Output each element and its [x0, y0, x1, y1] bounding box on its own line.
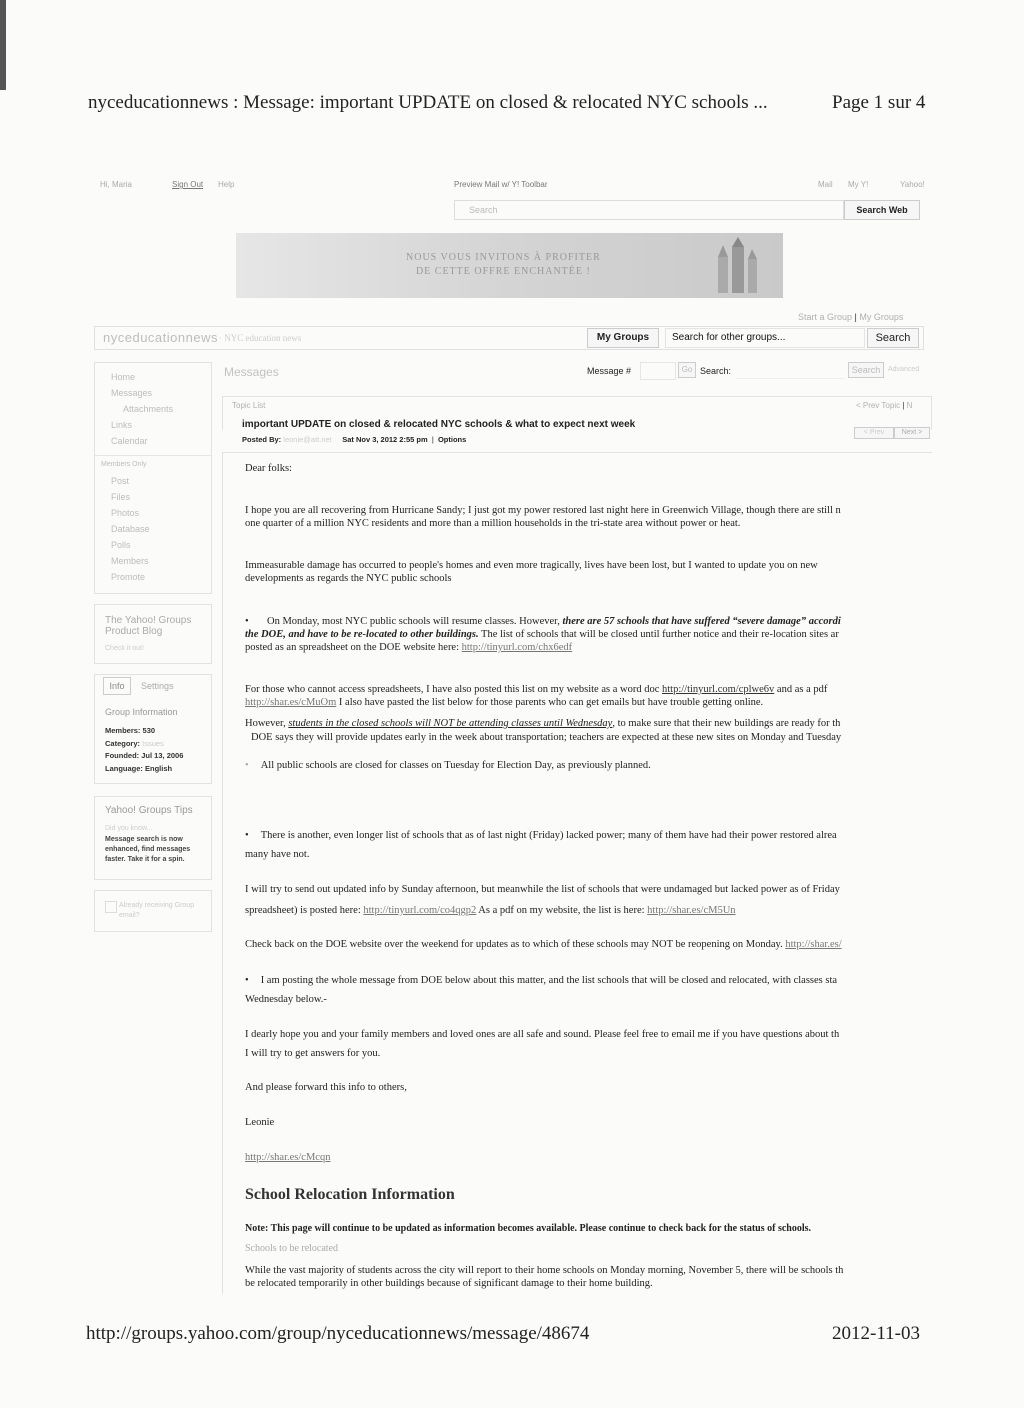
- options-link[interactable]: Options: [437, 435, 467, 444]
- power-pdf-link[interactable]: http://shar.es/cM5Un: [647, 905, 736, 916]
- sidebar-item-polls[interactable]: Polls: [111, 540, 131, 550]
- sidebar-item-attachments[interactable]: Attachments: [123, 404, 174, 414]
- word-doc-link[interactable]: http://tinyurl.com/cplwe6v: [662, 684, 775, 695]
- group-search-button[interactable]: Search: [867, 328, 919, 348]
- members-nav-list: [111, 473, 150, 585]
- messages-heading: Messages: [224, 365, 279, 379]
- sidebar-item-post[interactable]: Post: [111, 476, 130, 486]
- prev-topic-link[interactable]: < Prev Topic: [856, 401, 901, 410]
- sidebar-nav: [94, 362, 212, 594]
- info-row: Founded: Jul 13, 2006: [105, 751, 184, 760]
- paragraph: the DOE, and have to be re-located to other buildings. The list of schools that will be closed until further notice and their re-location sites ar: [245, 629, 839, 640]
- tab-settings[interactable]: Settings: [141, 681, 174, 691]
- sidebar-item-home[interactable]: Home: [111, 372, 136, 382]
- my-groups-link[interactable]: My Groups: [859, 312, 904, 322]
- group-links: Start a Group | My Groups: [798, 312, 904, 322]
- print-footer-url: http://groups.yahoo.com/group/nyceducationnews/message/48674: [86, 1323, 590, 1344]
- group-info-title: Group Information: [105, 707, 178, 717]
- message-search-button[interactable]: Search: [848, 362, 884, 378]
- section-title: School Relocation Information: [245, 1186, 455, 1203]
- web-search-input[interactable]: Search: [454, 200, 844, 220]
- sign-out-link[interactable]: Sign Out: [172, 180, 204, 189]
- envelope-icon: [105, 901, 117, 913]
- message-search-label: Search:: [700, 366, 732, 376]
- group-description: · NYC education news: [219, 333, 302, 343]
- info-row: Members: 530: [105, 726, 156, 735]
- print-header-title: nyceducationnews : Message: important UPDATE on closed & relocated NYC schools ...: [88, 92, 768, 113]
- yahoo-link[interactable]: Yahoo!: [900, 180, 925, 189]
- doe-spreadsheet-link[interactable]: http://tinyurl.com/chx6edf: [461, 642, 573, 653]
- topic-list-link[interactable]: Topic List: [232, 401, 266, 410]
- scan-edge: [0, 0, 6, 90]
- my-yahoo-link[interactable]: My Y!: [848, 180, 869, 189]
- paragraph: Immeasurable damage has occurred to people's homes and even more tragically, lives have been lost, but I wanted to update you on new: [245, 560, 818, 571]
- print-footer-date: 2012-11-03: [832, 1323, 920, 1344]
- topic-nav: < Prev Topic | N: [856, 401, 913, 410]
- advanced-search-link[interactable]: Advanced: [888, 366, 920, 373]
- user-greeting: Hi, Maria: [100, 180, 133, 189]
- blog-title[interactable]: The Yahoo! Groups Product Blog: [105, 615, 192, 637]
- paragraph: one quarter of a million NYC residents and more than a million households in the tri-state area without power or heat.: [245, 518, 741, 529]
- signature: Leonie: [245, 1117, 275, 1128]
- message-number-label: Message #: [587, 366, 632, 376]
- tips-box: [94, 796, 212, 880]
- paragraph: For those who cannot access spreadsheets, I have also posted this list on my website as a word doc http://tinyurl.com/cplwe6v and as a pdf: [245, 684, 828, 695]
- paragraph: While the vast majority of students across the city will report to their home schools on Monday morning, November 5, there will be schools th: [245, 1265, 844, 1276]
- email-prompt-box: [94, 890, 212, 932]
- sidebar-item-messages[interactable]: Messages: [111, 388, 153, 398]
- update-note: Note: This page will continue to be updated as information becomes available. Please continue to check back for the status of schools.: [245, 1223, 812, 1234]
- blog-box: [94, 604, 212, 664]
- tips-title: Yahoo! Groups Tips: [105, 805, 193, 816]
- paragraph: developments as regards the NYC public schools: [245, 573, 452, 584]
- bullet-item: • On Monday, most NYC public schools will resume classes. However, there are 57 schools that have suffered “severe damage” accordi: [245, 616, 841, 627]
- paragraph: However, students in the closed schools will NOT be attending classes until Wednesday, to make sure that their new buildings are ready for th: [245, 718, 841, 729]
- sidebar-item-calendar[interactable]: Calendar: [111, 436, 148, 446]
- sidebar-item-members[interactable]: Members: [111, 556, 149, 566]
- power-list-link[interactable]: http://tinyurl.com/co4qgp2: [363, 905, 477, 916]
- members-only-label: Members Only: [101, 461, 147, 468]
- sidebar-item-photos[interactable]: Photos: [111, 508, 140, 518]
- start-group-link[interactable]: Start a Group: [798, 312, 853, 322]
- sidebar-item-files[interactable]: Files: [111, 492, 131, 502]
- group-info-list: [105, 725, 183, 775]
- sidebar-item-promote[interactable]: Promote: [111, 572, 146, 582]
- paragraph: http://shar.es/cMuOm I also have pasted the list below for those parents who can get emails but have trouble getting online.: [245, 697, 764, 708]
- tab-info[interactable]: Info: [103, 677, 131, 695]
- email-prompt-text: Already receiving Group email?: [119, 902, 195, 919]
- bullet-item: • All public schools are closed for classes on Tuesday for Election Day, as previously planned.: [245, 760, 651, 771]
- go-button[interactable]: Go: [678, 362, 696, 378]
- info-row: Category: Issues: [105, 738, 164, 748]
- preview-mail-link[interactable]: Preview Mail w/ Y! Toolbar: [454, 180, 548, 189]
- group-info-box: [94, 674, 212, 784]
- paragraph: I hope you are all recovering from Hurricane Sandy; I just got my power restored last night here in Greenwich Village, though there are still n: [245, 505, 841, 516]
- paragraph: posted as an spreadsheet on the DOE website here: http://tinyurl.com/chx6edf: [245, 642, 573, 653]
- signature-link[interactable]: http://shar.es/cMcqn: [245, 1152, 331, 1163]
- doe-updates-link[interactable]: http://shar.es/: [785, 939, 842, 950]
- author-link[interactable]: leonie@att.net: [283, 435, 332, 444]
- greeting: Dear folks:: [245, 463, 292, 474]
- search-web-button[interactable]: Search Web: [844, 200, 920, 220]
- my-groups-button[interactable]: My Groups: [587, 328, 659, 348]
- print-header-page: Page 1 sur 4: [832, 92, 926, 113]
- next-topic-link[interactable]: N: [906, 401, 913, 410]
- paragraph: Check back on the DOE website over the weekend for updates as to which of these schools may NOT be reopening on Monday. http://shar.es/: [245, 939, 842, 950]
- tips-question: Did you know...: [105, 825, 153, 832]
- next-message-button[interactable]: Next >: [894, 427, 930, 439]
- paragraph: many have not.: [245, 849, 310, 860]
- tips-body: Message search is now enhanced, find messages faster. Take it for a spin.: [105, 836, 191, 863]
- paragraph: spreadsheet) is posted here: http://tinyurl.com/co4qgp2 As a pdf on my website, the list is here: http://shar.es/cM5Un: [245, 905, 736, 916]
- banner-ad-text: NOUS VOUS INVITONS À PROFITER DE CETTE OFFRE ENCHANTÉE !: [406, 252, 601, 277]
- paragraph: I will try to send out updated info by Sunday afternoon, but meanwhile the list of schools that were undamaged but lacked power as of Friday: [245, 884, 840, 895]
- paragraph: I dearly hope you and your family members and loved ones are all safe and sound. Please feel free to email me if you have questions about th: [245, 1029, 840, 1040]
- paragraph: DOE says they will provide updates early in the week about transportation; teachers are expected at these new sites on Monday and Tuesday: [251, 732, 842, 743]
- bullet-item: • There is another, even longer list of schools that as of last night (Friday) lacked power; many of them have had their power restored alrea: [245, 830, 837, 841]
- group-name[interactable]: nyceducationnews: [103, 330, 218, 345]
- message-title: important UPDATE on closed & relocated NYC schools & what to expect next week: [242, 419, 636, 430]
- subheading: Schools to be relocated: [245, 1243, 339, 1254]
- message-meta: Posted By: leonie@att.net Sat Nov 3, 2012 2:55 pm | Options: [242, 435, 467, 444]
- sidebar-item-links[interactable]: Links: [111, 420, 133, 430]
- blog-link[interactable]: Check it out!: [105, 645, 144, 652]
- paragraph: be relocated temporarily in other buildings because of significant damage to their home building.: [245, 1278, 653, 1289]
- group-search-input[interactable]: Search for other groups...: [665, 328, 865, 348]
- help-link[interactable]: Help: [218, 180, 235, 189]
- message-body: [245, 0, 933, 1300]
- bullet-item: • I am posting the whole message from DOE below about this matter, and the list schools that will be closed and relocated, with classes sta: [245, 975, 838, 986]
- pdf-link[interactable]: http://shar.es/cMuOm: [245, 697, 337, 708]
- sidebar-item-database[interactable]: Database: [111, 524, 150, 534]
- paragraph: Wednesday below.-: [245, 994, 327, 1005]
- prev-message-button[interactable]: < Prev: [854, 427, 894, 439]
- paragraph: I will try to get answers for you.: [245, 1048, 381, 1059]
- mail-link[interactable]: Mail: [818, 180, 833, 189]
- sidebar-nav-list: [111, 369, 173, 449]
- paragraph: And please forward this info to others,: [245, 1082, 407, 1093]
- info-row: Language: English: [105, 763, 173, 773]
